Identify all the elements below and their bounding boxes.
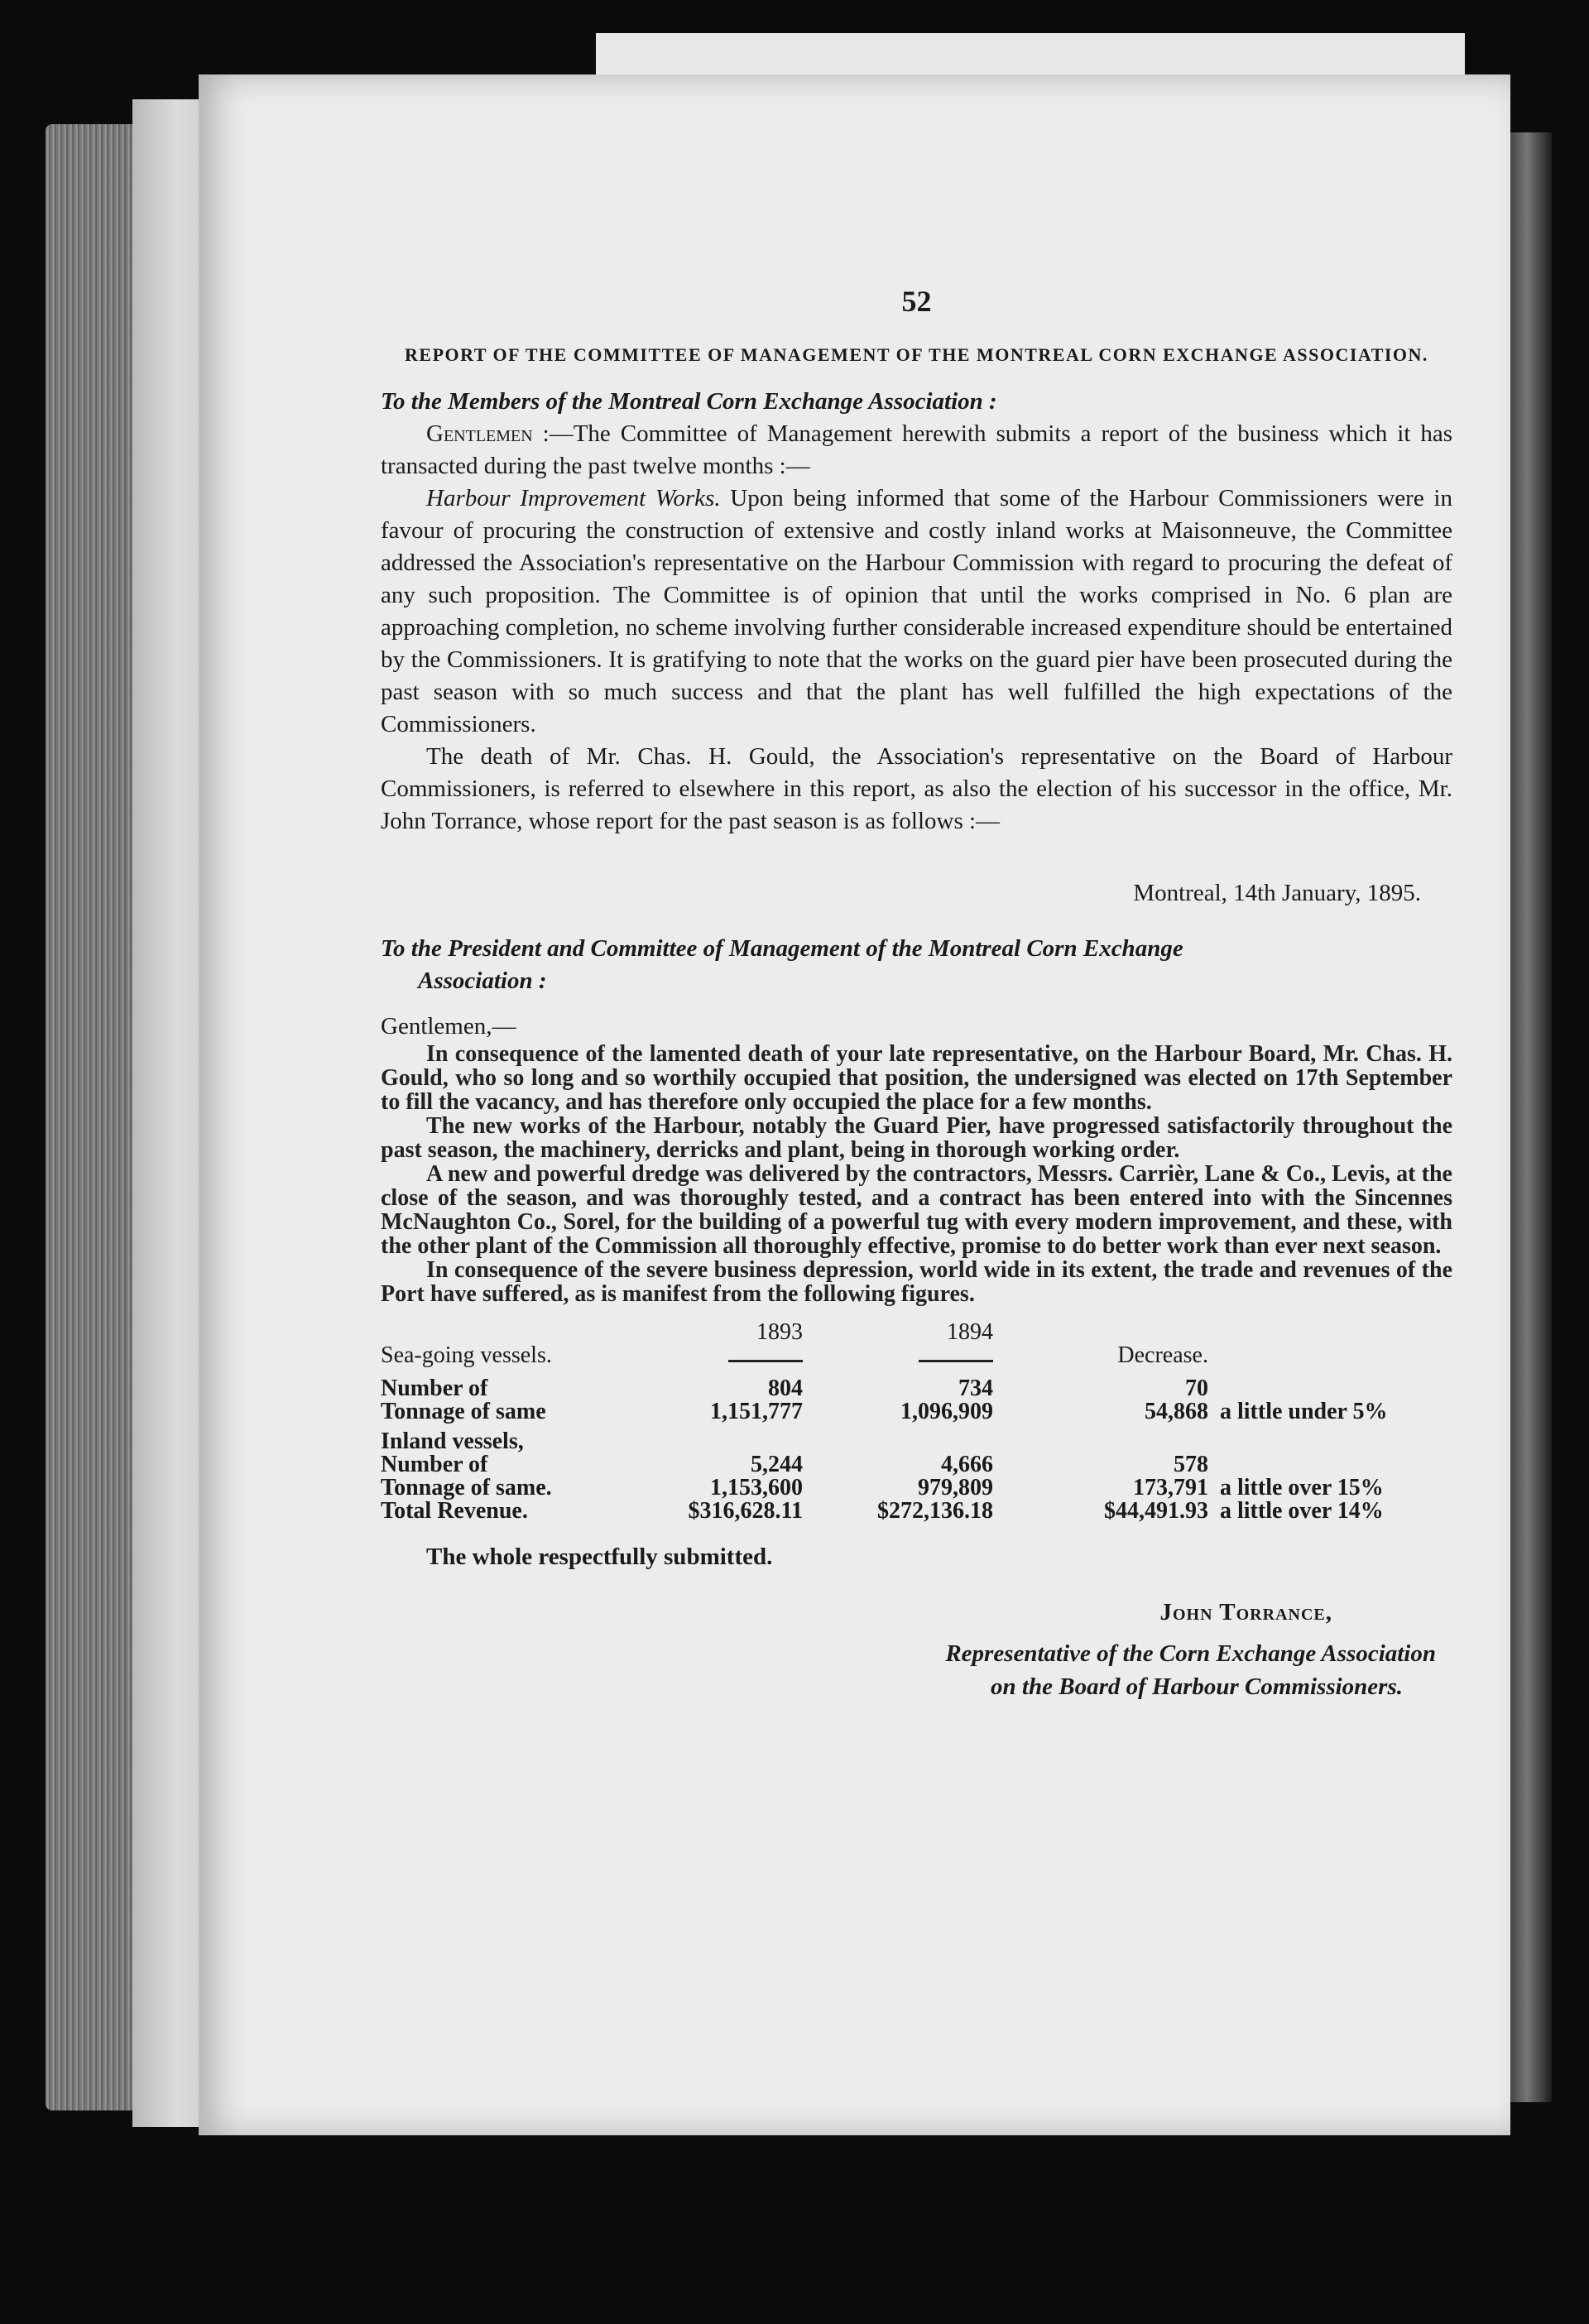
signatory-title-line-1: Representative of the Corn Exchange Association bbox=[945, 1640, 1436, 1667]
port-statistics-table bbox=[381, 1321, 1452, 1523]
table-header-cell: 1893 bbox=[629, 1321, 803, 1377]
table-cell: Tonnage of same bbox=[381, 1399, 546, 1424]
book-spine-shadow bbox=[132, 99, 207, 2127]
table-cell: Inland vessels, bbox=[381, 1428, 524, 1454]
table-cell bbox=[1208, 1377, 1452, 1400]
table-cell bbox=[803, 1424, 993, 1453]
signatory-name: John Torrance, bbox=[1159, 1599, 1332, 1625]
harbour-paragraph bbox=[381, 483, 1452, 741]
table-header-cell: Sea-going vessels. bbox=[381, 1342, 552, 1368]
table-cell: $272,136.18 bbox=[877, 1498, 993, 1524]
table-header-cell: 1894 bbox=[803, 1321, 993, 1377]
table-cell: a little under 5% bbox=[1220, 1399, 1388, 1424]
table-cell: Tonnage of same. bbox=[381, 1475, 552, 1501]
page-content bbox=[381, 286, 1452, 1703]
table-cell: 5,244 bbox=[751, 1452, 803, 1477]
table-cell: Number of bbox=[381, 1376, 488, 1401]
table-row bbox=[381, 1477, 1452, 1500]
table-row bbox=[381, 1377, 1452, 1400]
letter-paragraph: In consequence of the lamented death of your late representative, on the Harbour Board, Mr. Chas. H. Gould, who so long and so worthily occupied that position, the undersigned was elected on 17th September to fill the vacancy, and has therefore only occupied the place for a few months. bbox=[381, 1041, 1452, 1115]
table-row bbox=[381, 1453, 1452, 1477]
table-cell: 804 bbox=[768, 1376, 803, 1401]
dateline: Montreal, 14th January, 1895. bbox=[1133, 880, 1421, 906]
intro-text: :—The Committee of Management herewith submits a report of the business which it has transacted during the past twelve months :— bbox=[381, 420, 1452, 479]
page-number: 52 bbox=[901, 285, 932, 318]
harbour-heading: Harbour Improvement Works. bbox=[426, 485, 721, 511]
table-cell bbox=[629, 1424, 803, 1453]
table-cell: 578 bbox=[1174, 1452, 1208, 1477]
table-cell bbox=[1208, 1424, 1452, 1453]
table-cell: 1,153,600 bbox=[710, 1475, 803, 1501]
table-cell bbox=[1208, 1453, 1452, 1477]
table-header-row bbox=[381, 1321, 1452, 1377]
table-cell: a little over 15% bbox=[1220, 1475, 1384, 1501]
table-cell: 4,666 bbox=[941, 1452, 993, 1477]
death-paragraph: The death of Mr. Chas. H. Gould, the Association's representative on the Board of Harbour Commissioners, is referred to elsewhere in this report, as also the election of his successor in the office, Mr. John Torrance, whose report for the past season is as follows :— bbox=[381, 743, 1452, 834]
letter-paragraph: A new and powerful dredge was delivered by the contractors, Messrs. Carrièr, Lane & Co., Levis, at the close of the season, and was thoroughly tested, and a contract has been entered into with the Sincennes McNaughton Co., Sorel, for the building of a powerful tug with every modern improvement, and these, with the other plant of the Commission all thoroughly effective, promise to do better work than ever next season. bbox=[381, 1161, 1452, 1259]
letter-salutation-line-1: To the President and Committee of Management of the Montreal Corn Exchange bbox=[381, 935, 1183, 962]
intro-label: Gentlemen bbox=[426, 420, 533, 447]
letter-salutation-line-2: Association : bbox=[418, 968, 547, 994]
letter-greeting: Gentlemen,— bbox=[381, 1013, 516, 1040]
signatory-title-line-2: on the Board of Harbour Commissioners. bbox=[991, 1673, 1403, 1700]
signatory-title bbox=[381, 1637, 1436, 1703]
letter-paragraph: In consequence of the severe business depression, world wide in its extent, the trade and revenues of the Port have suffered, as is manifest from the following figures. bbox=[381, 1257, 1452, 1307]
table-cell: 979,809 bbox=[918, 1475, 993, 1501]
table-cell: 54,868 bbox=[1145, 1399, 1208, 1424]
table-header-cell: Decrease. bbox=[1117, 1342, 1208, 1368]
letter-salutation bbox=[381, 933, 1452, 997]
table-row bbox=[381, 1500, 1452, 1523]
table-cell: $316,628.11 bbox=[688, 1498, 803, 1524]
table-cell: Total Revenue. bbox=[381, 1498, 528, 1524]
table-cell: Number of bbox=[381, 1452, 488, 1477]
letter-paragraph: The new works of the Harbour, notably the Guard Pier, have progressed satisfactorily throughout the past season, the machinery, derricks and plant, being in thorough working order. bbox=[381, 1113, 1452, 1163]
table-cell: 70 bbox=[1185, 1376, 1208, 1401]
book-page-edges-left bbox=[46, 124, 132, 2110]
letter-body bbox=[381, 1042, 1452, 1306]
table-row bbox=[381, 1400, 1452, 1424]
table-cell: 734 bbox=[958, 1376, 993, 1401]
salutation: To the Members of the Montreal Corn Exchange Association : bbox=[381, 388, 997, 415]
table-cell: 1,096,909 bbox=[900, 1399, 993, 1424]
table-cell bbox=[993, 1424, 1208, 1453]
table-header-cell bbox=[1208, 1321, 1452, 1377]
table-cell: $44,491.93 bbox=[1104, 1498, 1208, 1524]
table-cell: 1,151,777 bbox=[710, 1399, 803, 1424]
harbour-text: Upon being informed that some of the Harbour Commissioners were in favour of procuring the construction of extensive and costly inland works at Maisonneuve, the Committee addressed the Association's representative on the Harbour Commission with regard to procuring the defeat of any such proposition. The Committee is of opinion that until the works comprised in No. 6 plan are approaching completion, no scheme involving further considerable increased expenditure should be entertained by the Commissioners. It is gratifying to note that the works on the guard pier have been prosecuted during the past season with so much success and that the plant has well fulfilled the high expectations of the Commissioners. bbox=[381, 485, 1452, 737]
table-cell: a little over 14% bbox=[1220, 1498, 1384, 1524]
table-cell: 173,791 bbox=[1133, 1475, 1208, 1501]
closing-line: The whole respectfully submitted. bbox=[426, 1544, 773, 1570]
table-row bbox=[381, 1424, 1452, 1453]
intro-paragraph bbox=[381, 418, 1452, 483]
report-title: REPORT OF THE COMMITTEE OF MANAGEMENT OF THE MONTREAL CORN EXCHANGE ASSOCIATION. bbox=[405, 344, 1428, 365]
